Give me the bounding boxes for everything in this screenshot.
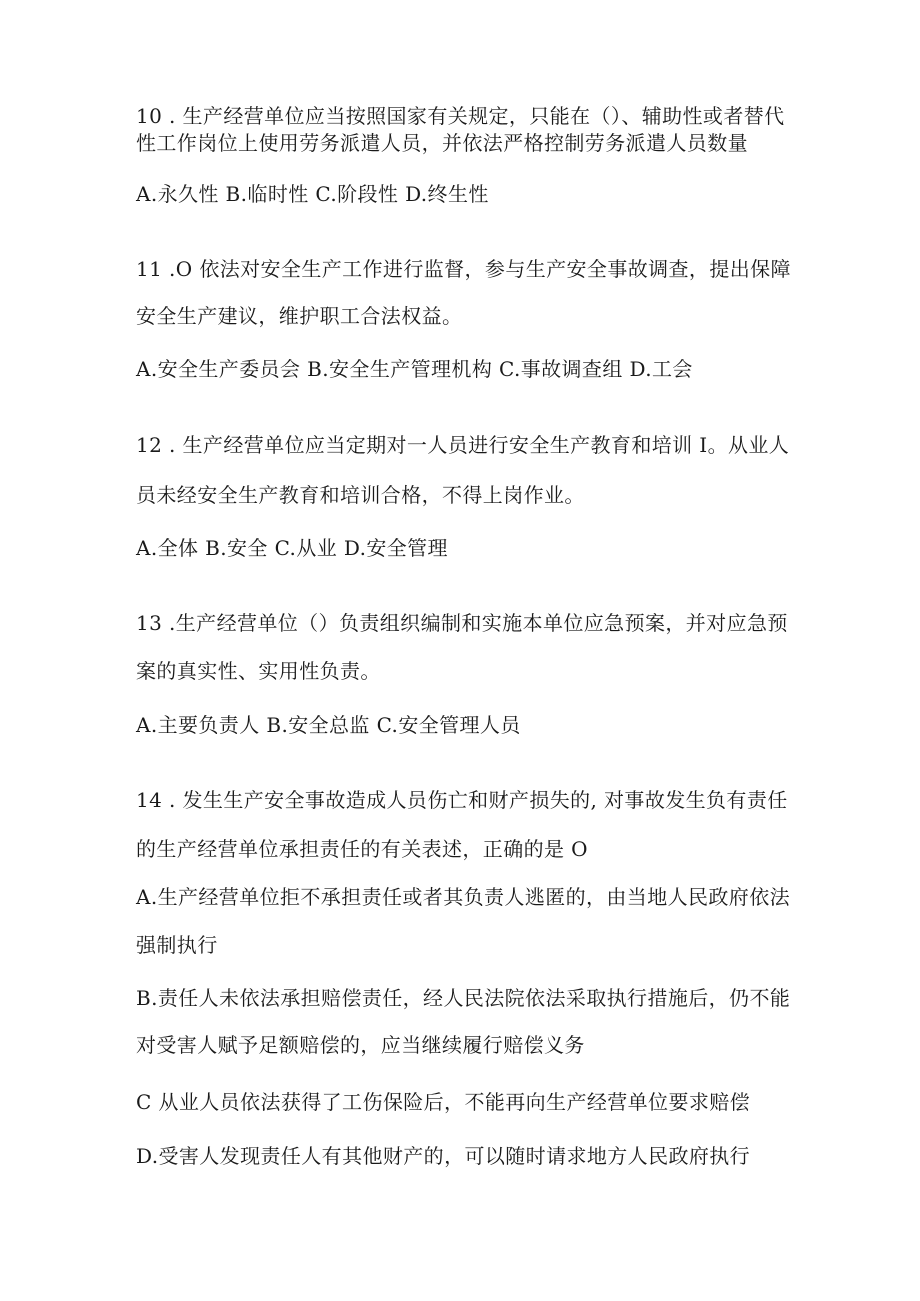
q11-stem-line-2: 安全生产建议，维护职工合法权益。 — [136, 304, 463, 328]
q13-stem-line-1: 13 .生产经营单位（）负责组织编制和实施本单位应急预案，并对应急预 — [136, 611, 788, 635]
q10-stem-line-1: 10 . 生产经营单位应当按照国家有关规定，只能在（）、辅助性或者替代 — [136, 104, 785, 128]
q12-options: A.全体 B.安全 C.从业 D.安全管理 — [136, 536, 448, 560]
q14-option-b-line-2: 对受害人赋予足额赔偿的，应当继续履行赔偿义务 — [136, 1033, 585, 1057]
q14-stem-line-1: 14 . 发生生产安全事故造成人员伤亡和财产损失的, 对事故发生负有责任 — [136, 788, 788, 812]
q14-option-d: D.受害人发现责任人有其他财产的，可以随时请求地方人民政府执行 — [136, 1144, 751, 1168]
q13-stem-line-2: 案的真实性、实用性负责。 — [136, 659, 381, 683]
q11-options: A.安全生产委员会 B.安全生产管理机构 C.事故调查组 D.工会 — [136, 357, 693, 381]
q13-options: A.主要负责人 B.安全总监 C.安全管理人员 — [136, 713, 521, 737]
q10-options: A.永久性 B.临时性 C.阶段性 D.终生性 — [136, 182, 489, 206]
q14-option-a-line-2: 强制执行 — [136, 933, 218, 957]
q12-stem-line-2: 员未经安全生产教育和培训合格，不得上岗作业。 — [136, 483, 585, 507]
q14-option-c: C 从业人员依法获得了工伤保险后，不能再向生产经营单位要求赔偿 — [136, 1090, 751, 1114]
q10-stem-line-2: 性工作岗位上使用劳务派遣人员，并依法严格控制劳务派遣人员数量 — [136, 131, 748, 155]
q14-stem-line-2: 的生产经营单位承担责任的有关表述，正确的是 O — [136, 837, 588, 861]
q14-option-b-line-1: B.责任人未依法承担赔偿责任，经人民法院依法采取执行措施后，仍不能 — [136, 986, 791, 1010]
q11-stem-line-1: 11 .O 依法对安全生产工作进行监督，参与生产安全事故调查，提出保障 — [136, 257, 791, 281]
q14-option-a-line-1: A.生产经营单位拒不承担责任或者其负责人逃匿的，由当地人民政府依法 — [136, 885, 791, 909]
q12-stem-line-1: 12 . 生产经营单位应当定期对一人员进行安全生产教育和培训 I。从业人 — [136, 433, 790, 457]
